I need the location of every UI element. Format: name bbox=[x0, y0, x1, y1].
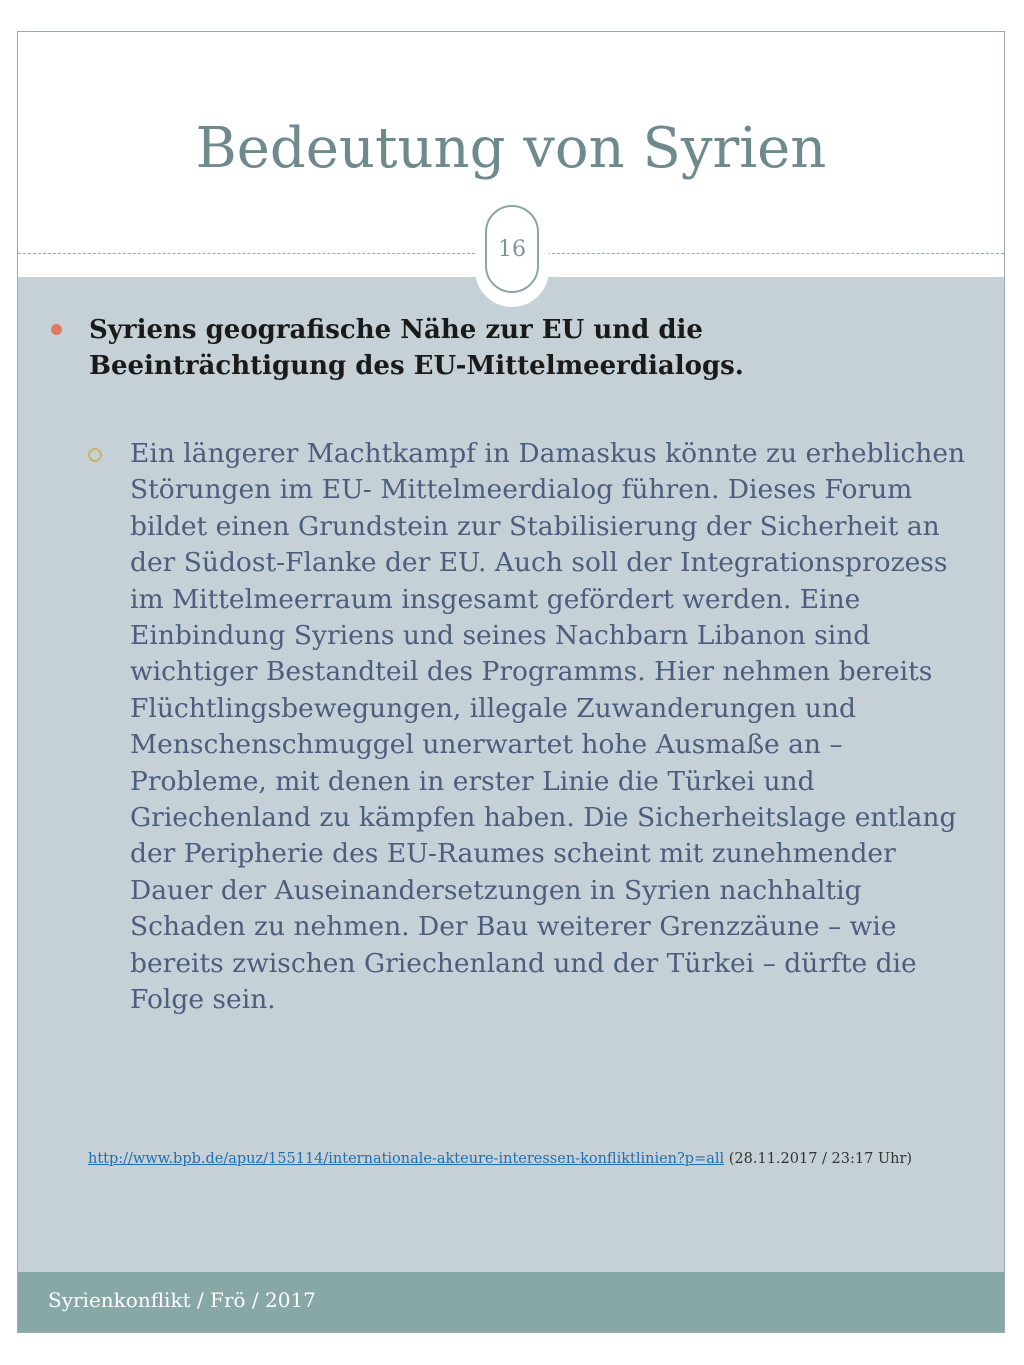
bullet-level2 bbox=[88, 436, 968, 1019]
footer-text: Syrienkonflikt / Frö / 2017 bbox=[48, 1288, 316, 1312]
bullet-level1 bbox=[48, 312, 948, 384]
source-link[interactable]: http://www.bpb.de/apuz/155114/internationale-akteure-interessen-konfliktlinien?p=all bbox=[88, 1151, 725, 1167]
bullet-level2-text: Ein längerer Machtkampf in Damaskus könnte zu erheblichen Störungen im EU- Mittelmeerdialog führen. Dieses Forum bildet einen Grundstein zur Stabilisierung der Sicherheit an der Südost-Flanke der EU. Auch soll der Integrationsprozess im Mittelmeerraum insgesamt gefördert werden. Eine Einbindung Syriens und seines Nachbarn Libanon sind wichtiger Bestandteil des Programms. Hier nehmen bereits Flüchtlingsbewegungen, illegale Zuwanderungen und Menschenschmuggel unerwartet hohe Ausmaße an – Probleme, mit denen in erster Linie die Türkei und Griechenland zu kämpfen haben. Die Sicherheitslage entlang der Peripherie des EU-Raumes scheint mit zunehmender Dauer der Auseinandersetzungen in Syrien nachhaltig Schaden zu nehmen. Der Bau weiterer Grenzzäune – wie bereits zwischen Griechenland und der Türkei – dürfte die Folge sein. bbox=[130, 438, 966, 1016]
bullet-level1-text: Syriens geografische Nähe zur EU und die Beeinträchtigung des EU-Mittelmeerdialogs. bbox=[89, 315, 744, 381]
footer-bar bbox=[18, 1272, 1004, 1332]
page-number: 16 bbox=[498, 236, 526, 262]
bullet-dot-icon bbox=[51, 324, 62, 335]
source-date: (28.11.2017 / 23:17 Uhr) bbox=[724, 1151, 913, 1167]
page-number-badge bbox=[485, 205, 539, 293]
source-citation bbox=[88, 1151, 912, 1167]
slide-title: Bedeutung von Syrien bbox=[195, 116, 827, 181]
bullet-ring-icon bbox=[88, 448, 102, 462]
